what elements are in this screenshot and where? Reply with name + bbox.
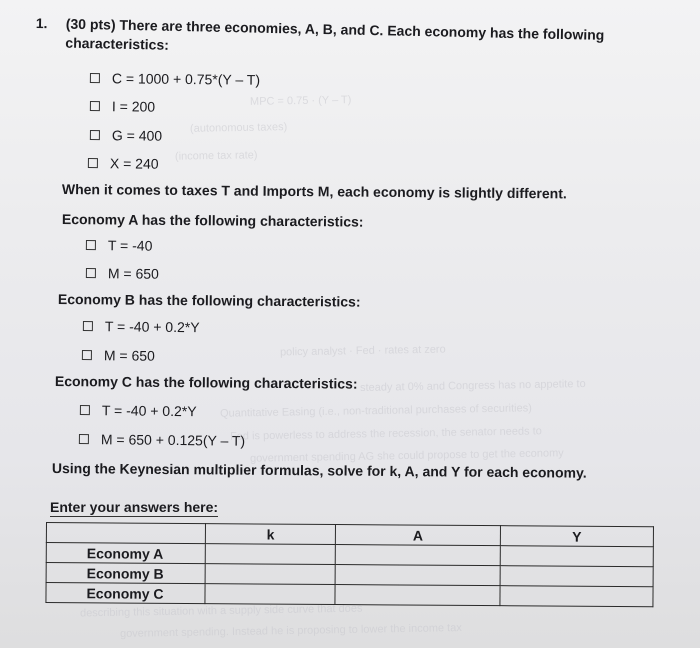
question-text-line2: characteristics:: [65, 34, 170, 53]
common-item-consumption: C = 1000 + 0.75*(Y – T): [90, 70, 260, 88]
answers-header-blank: [46, 523, 205, 544]
question-header: [35, 14, 656, 65]
economy-a-item-imports: M = 650: [86, 265, 159, 282]
answer-cell-b-k[interactable]: [205, 564, 335, 585]
answers-label: Enter your answers here:: [50, 499, 219, 515]
checkbox-icon: [90, 73, 100, 83]
answer-cell-c-k[interactable]: [205, 584, 335, 605]
bleed-through-text: Quantitative Easing (i.e., non-traditional purchases of securities): [219, 402, 532, 420]
instruction-text: Using the Keynesian multiplier formulas, solve for k, A, and Y for each economy.: [51, 460, 587, 481]
checkbox-icon: [83, 321, 93, 331]
bleed-through-text: MPC = 0.75 · (Y – T): [249, 94, 352, 108]
economy-a-heading: Economy A has the following characteristics:: [61, 211, 364, 230]
answers-header-k: k: [205, 524, 335, 545]
question-points: (30 pts): [65, 15, 116, 33]
bleed-through-text: describing this situation with a supply side curve that does: [79, 602, 363, 620]
bleed-through-text: (autonomous taxes): [189, 121, 288, 135]
answer-cell-c-a[interactable]: [335, 585, 500, 606]
row-label-economy-c: Economy C: [46, 583, 205, 604]
table-row: [46, 583, 653, 607]
economy-b-item-imports: M = 650: [82, 347, 155, 364]
answer-cell-a-k[interactable]: [205, 544, 335, 565]
row-label-economy-b: Economy B: [46, 563, 205, 584]
checkbox-icon: [86, 268, 96, 278]
common-item-exports: X = 240: [88, 155, 159, 172]
answers-header-a: A: [336, 525, 501, 546]
answer-cell-c-y[interactable]: [500, 586, 653, 607]
bleed-through-text: (income tax rate): [174, 149, 258, 163]
economy-a-item-tax: T = -40: [86, 237, 153, 254]
checkbox-icon: [90, 101, 100, 111]
common-item-investment: I = 200: [90, 98, 155, 115]
checkbox-icon: [80, 405, 90, 415]
answer-cell-b-a[interactable]: [335, 565, 500, 586]
economy-b-item-tax: T = -40 + 0.2*Y: [83, 318, 200, 335]
checkbox-icon: [88, 158, 98, 168]
economy-c-heading: Economy C has the following characteristics:: [54, 373, 358, 392]
row-label-economy-a: Economy A: [46, 543, 205, 564]
economy-c-item-tax: T = -40 + 0.2*Y: [80, 402, 197, 419]
answers-header-y: Y: [500, 526, 653, 547]
common-item-government: G = 400: [90, 127, 162, 144]
checkbox-icon: [79, 434, 89, 444]
bleed-through-text: policy analyst · Fed · rates at zero: [279, 343, 446, 359]
bleed-through-text: government spending. Instead he is proposing to lower the income tax: [119, 622, 462, 640]
bleed-through-text: government spending AG she could propose to get the economy: [249, 447, 564, 465]
economy-c-item-imports: M = 650 + 0.125(Y – T): [79, 431, 245, 449]
question-number: 1.: [35, 14, 48, 32]
answer-cell-b-y[interactable]: [500, 566, 653, 587]
economy-b-heading: Economy B has the following characteristics:: [57, 291, 361, 310]
bleed-through-text: steady at 0% and Congress has no appetite to: [359, 378, 586, 394]
answer-cell-a-a[interactable]: [335, 545, 500, 566]
answer-cell-a-y[interactable]: [500, 546, 653, 567]
intro-differences: When it comes to taxes T and Imports M, each economy is slightly different.: [61, 181, 567, 202]
answers-table: [45, 522, 654, 607]
question-text-line1: There are three economies, A, B, and C. Each economy has the following: [119, 16, 605, 43]
bleed-through-text: Fed is powerless to address the recession, the senator needs to: [229, 425, 542, 443]
checkbox-icon: [90, 130, 100, 140]
checkbox-icon: [82, 350, 92, 360]
checkbox-icon: [86, 240, 96, 250]
